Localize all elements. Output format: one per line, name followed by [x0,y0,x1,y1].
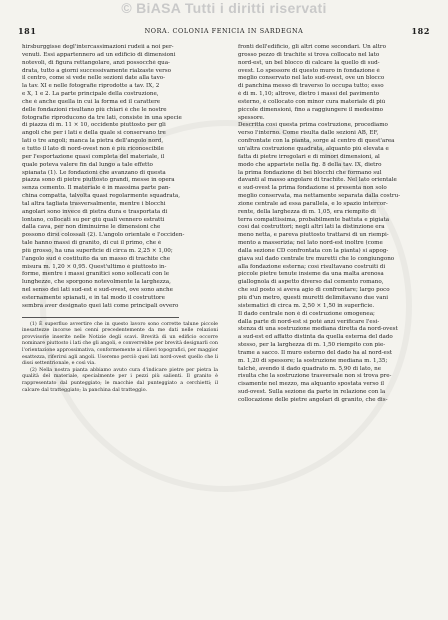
text-line: china compatta, talvolta quasi regolarmente squadrata, [22,193,180,200]
text-line: possono dirsi colossali (2). L'angolo orientale e l'occiden- [22,232,185,239]
right-column [238,44,434,604]
text-line: piazza sono di pietre piuttosto grandi, messe in opera [22,177,175,184]
text-line: drata, tutto a giorni successivamente rialzaste verso [22,67,172,74]
text-line: alla fondazione esterna; così risultavano costruiti di [238,263,386,270]
text-line: fronti dell'edificio, gli altri come secondari. Un altro [238,44,386,50]
text-line: talchè, avendo il dado quadrato m. 5,90 di lato, ne [238,365,382,372]
text-line: Il dado centrale non è di costruzione omogenea; [238,310,375,317]
text-line: m. 1,20 di spessore; la sostruzione mediana m. 1,35; [238,357,388,364]
text-line: esterno, è collocato con minor cura materiale di più [238,98,386,105]
page-header [18,26,430,38]
text-line: lunghezze, che sporgono notevolmente la larghezza, [22,279,171,286]
text-line: nel senso dei lati sud-est e sud-ovest, ove sono anche [22,287,173,294]
running-title: NORA. COLONIA FENICIA IN SARDEGNA [144,27,304,35]
text-line: risulta che la sostruzione trasversale non si trova pre- [238,373,392,380]
text-line: tale hanno massi di granito, di cui il primo, che è [22,240,162,247]
text-line: di panchina messo di traverso lo occupa tutto; esso [238,83,384,90]
text-line: confrontate con la pianta, sorge al centro di quest'area [238,138,395,145]
text-line: cisamente nel mezzo, ma alquanto spostata verso il [238,381,385,388]
text-line: senza cemento. Il materiale è in massima parte pan- [22,185,171,192]
text-line: grosso pezzo di trachite si trova collocato nel lato [238,51,380,58]
text-line: l'angolo sud è costituito da un masso di trachite che [22,255,171,262]
right-column-body [238,44,434,405]
text-line: esternamente spianati, e in tal modo il costruttore [22,295,165,301]
text-line: per l'esportazione quasi completa del materiale, il [22,153,165,160]
text-line: fotografie riproducono da tre lati, consiste in una specie [22,114,182,121]
copyright-watermark: © BiASA Tutti i diritti riservati [121,0,327,16]
text-line: fatta di pietre irregolari e di minori dimensioni, al [238,153,380,160]
text-line: lontano, collocati su per giù quali vennero estratti [22,216,165,223]
text-line: un'altra costruzione quadrata, alquanto più elevata e [238,145,389,152]
footnote: (1) È superfluo avvertire che in questo lavoro sono corrette talune piccole inesattezze incorse nei cenni precedentemente da me dati nelle relazioni provvisorie inserite nelle Notizie degli scavi. Brevità di un edificio occorre nominare piuttosto i lati che gli angoli, e converrebbe per brevità designarli con l'orientazione approssimativa, conformemente ai rilievi topografici, per maggior esattezza, riferirsi agli angoli. Useremo perciò quei lati nord-ovest quello che li dissi settentrionale, e così via. [22,321,218,367]
text-line: più grosso, ha una superficie di circa m. 2,25 × 1,00; [22,247,173,254]
text-line: collocazione delle pietre angolari di granito, che dis- [238,396,388,403]
text-line: la prima fondazione di bei blocchi che formano sul [238,169,382,176]
text-line: piccole pietre tenute insieme da una malta arenosa [238,271,384,278]
footnote: (2) Nella nostra pianta abbiamo avuto cura d'indicare pietre per pietra la qualità del materiale, specialmente per i pezzi più salienti. Il granito è rappresentato dal punteggiato; le macchie dal punteggiato a cerchietti; il calcare dal tratteggiato; la panchina dal tratteggio. [22,367,218,393]
text-line: quale poteva valere fin dal lungo a tale effetto [22,161,153,168]
text-line: spessore. [238,114,265,121]
text-line: è di m. 1,10; altrove, dietro i massi del pavimento [238,91,380,98]
text-line: forme, mentre i massi granitici sono sollecati con le [22,271,170,278]
text-line: a sud-est ed affatto distinta da quella esterna del dado [238,334,393,341]
text-line: giallognola di aspetto diverso dal cemento romano, [238,279,384,286]
text-line: mento a masserizia; nel lato nord-est inoltre (come [238,240,383,247]
text-line: tal altra tagliata trasversalmente, mentre i blocchi [22,200,166,207]
text-line: ovest. Lo spessore di questo muro in fondazione è [238,67,380,74]
text-line: stesso, per la larghezza di m. 1,50 riempito con pie- [238,342,386,349]
left-column [22,44,218,600]
text-line: dalla sezione CD confrontata con la pianta) si appog- [238,247,389,254]
text-line: sistematici di circa m. 2,50 × 1,50 in superficie. [238,302,375,309]
text-line: giava sul dado centrale tre muretti che lo congiungono [238,255,395,262]
text-line: che è anche quella in cui la forma ed il carattere [22,98,161,105]
text-line: Descritta così questa prima costruzione, procediamo [238,122,388,129]
text-line: dalla parte di nord-est si potè anzi verificare l'esi- [238,318,380,325]
text-line: di piazza di m. 11 × 10, occidente piuttosto per gli [22,122,166,129]
text-line: angoli che per i lati e della quale si conservano tre [22,130,166,137]
text-line: trame a sacco. Il muro esterno del dado ha al nord-est [238,349,392,356]
text-line: davanti al masso angolare di trachite. Nel lato orientale [238,177,397,184]
text-line: zione centrale ad essa parallela, e lo spazio intercor- [238,200,388,207]
left-column-body [22,44,218,311]
text-line: meno netta, e pareva piuttosto trattarsi di un riempi- [238,232,389,239]
text-line: notevoli, di figura rettangolare, anzi possocchè qua- [22,59,170,66]
text-line: più d'un metro, questi muretti delimitavano due vani [238,295,388,301]
text-line: verso l'interno. Come risulta dalle sezioni AB, EF, [238,130,379,137]
text-line: sud-ovest. Sulla sezione da parte in relazione con la [238,389,386,396]
text-line: venuti. Essi appartennero ad un edificio di dimensioni [22,51,176,58]
text-line: la tav. XI e nelle fotografie riprodotte a tav. IX, 2 [22,83,160,90]
text-line: meglio conservata, ma nettamente separata dalla costru- [238,193,401,200]
page-number-right: 182 [411,26,430,36]
text-line: così dai costruttori; negli altri lati la distinzione era [238,224,385,231]
text-line: angolari sono invece di pietra dura e trasportata di [22,208,168,215]
page-number-left: 181 [18,26,37,36]
text-line: nord-est, un bel blocco di calcare la quello di sud- [238,59,380,66]
text-line: misura m. 1,20 × 0,95. Quest'ultimo è piuttosto in- [22,263,167,270]
footnotes [22,322,218,395]
text-line: meglio conservato nel lato sud-ovest, ove un blocco [238,75,385,82]
text-line: che sul posto si aveva agio di confrontare; largo poco [238,287,390,294]
text-line: e X, 1 e 2. La parte principale della costruzione, [22,91,159,98]
text-line: il centro, come si vede nelle sezioni date alla tavo- [22,75,166,82]
text-line: lati o tre angoli; manca la pietra dell'angolo nord, [22,138,164,145]
text-line: e sud-ovest la prima fondazione si presenta non solo [238,185,387,192]
text-line: hirsburggisse degl'intercassimazioni rudeii a noi per- [22,44,174,50]
text-line: dalla cava, per non diminuirne le dimensioni che [22,224,161,231]
text-line: piccole dimensioni, fino a raggiungere il medesimo [238,106,384,113]
text-line: sembra aver designato quei lati come principali ovvero [22,302,179,309]
text-line: stenza di una sostruzione mediana diretta da nord-ovest [238,326,398,333]
text-line: spianata (1). Le fondazioni che avanzano di questa [22,169,166,176]
text-line: delle fondazioni risultano più chiari è che le nostre [22,106,167,113]
text-line: terra compattissima, probabilmente battuta e pigiata [238,216,390,223]
text-line: modo che appariste nella fig. 8 della tav. IX, dietro [238,161,382,168]
text-line: e tutto il lato di nord-ovest non è più riconoscibile [22,145,164,152]
text-line: rente, della larghezza di m. 1,05, era riempito di [238,208,376,215]
